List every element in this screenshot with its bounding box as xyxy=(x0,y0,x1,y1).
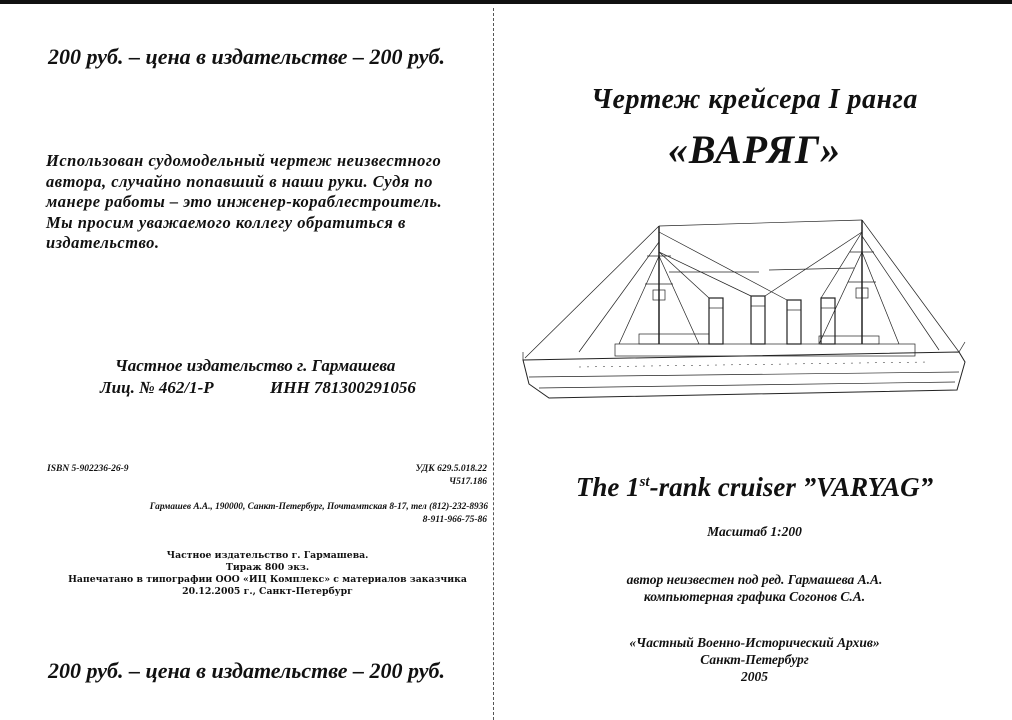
imprint-block xyxy=(0,550,535,598)
credit-line: компьютерная графика Согонов С.А. xyxy=(643,589,866,604)
title-russian-line1: Чертеж крейсера I ранга xyxy=(591,84,918,115)
cruiser-profile-drawing xyxy=(519,212,969,417)
imprint-line: Тираж 800 экз. xyxy=(225,562,310,573)
note-line: Мы просим уважаемого коллегу обратиться в xyxy=(46,212,406,232)
inn-number: ИНН 781300291056 xyxy=(270,378,416,397)
title-russian-ship-name: «ВАРЯГ» xyxy=(667,127,842,172)
credits-block xyxy=(497,571,1012,605)
credit-line: автор неизвестен под ред. Гармашева А.А. xyxy=(626,572,883,587)
imprint-line: Напечатано в типографии ООО «ИЦ Комплекс» с материалов заказчика xyxy=(68,574,467,585)
udk-code: УДК 629.5.018.22 xyxy=(415,464,487,474)
udk-code-2: Ч517.186 xyxy=(449,477,487,487)
title-en-prefix: The 1 xyxy=(575,472,640,502)
title-en-superscript: st xyxy=(639,474,650,490)
isbn: ISBN 5-902236-26-9 xyxy=(47,464,129,474)
publisher-phone-2: 8-911-966-75-86 xyxy=(422,515,487,525)
archive-name: «Частный Военно-Исторический Архив» xyxy=(629,635,880,650)
note-line: Использован судомодельный чертеж неизвестного xyxy=(46,151,442,170)
archive-year: 2005 xyxy=(741,669,768,684)
title-english xyxy=(497,472,1012,503)
note-line: манере работы – это инженер-кораблестроитель. xyxy=(46,192,443,211)
archive-block xyxy=(497,634,1012,685)
publisher-name: Частное издательство г. Гармашева xyxy=(115,356,396,375)
license-number: Лиц. № 462/1-Р xyxy=(100,378,214,397)
publisher-address: Гармашев А.А., 190000, Санкт-Петербург, Почтамтская 8-17, тел (812)-232-8936 xyxy=(149,502,488,512)
archive-city: Санкт-Петербург xyxy=(700,652,809,667)
imprint-line: Частное издательство г. Гармашева. xyxy=(166,550,369,561)
left-page xyxy=(0,0,493,720)
title-en-suffix: -rank cruiser ”VARYAG” xyxy=(649,472,934,502)
imprint-line: 20.12.2005 г., Санкт-Петербург xyxy=(182,586,353,597)
scale-label: Масштаб 1:200 xyxy=(707,524,802,539)
price-top: 200 руб. – цена в издательстве – 200 руб. xyxy=(48,44,445,69)
note-line: автора, случайно попавший в наши руки. Судя по xyxy=(46,171,433,191)
right-page xyxy=(497,0,1012,720)
author-note xyxy=(46,151,488,254)
price-bottom: 200 руб. – цена в издательстве – 200 руб. xyxy=(48,658,445,683)
note-line: издательство. xyxy=(46,233,160,252)
